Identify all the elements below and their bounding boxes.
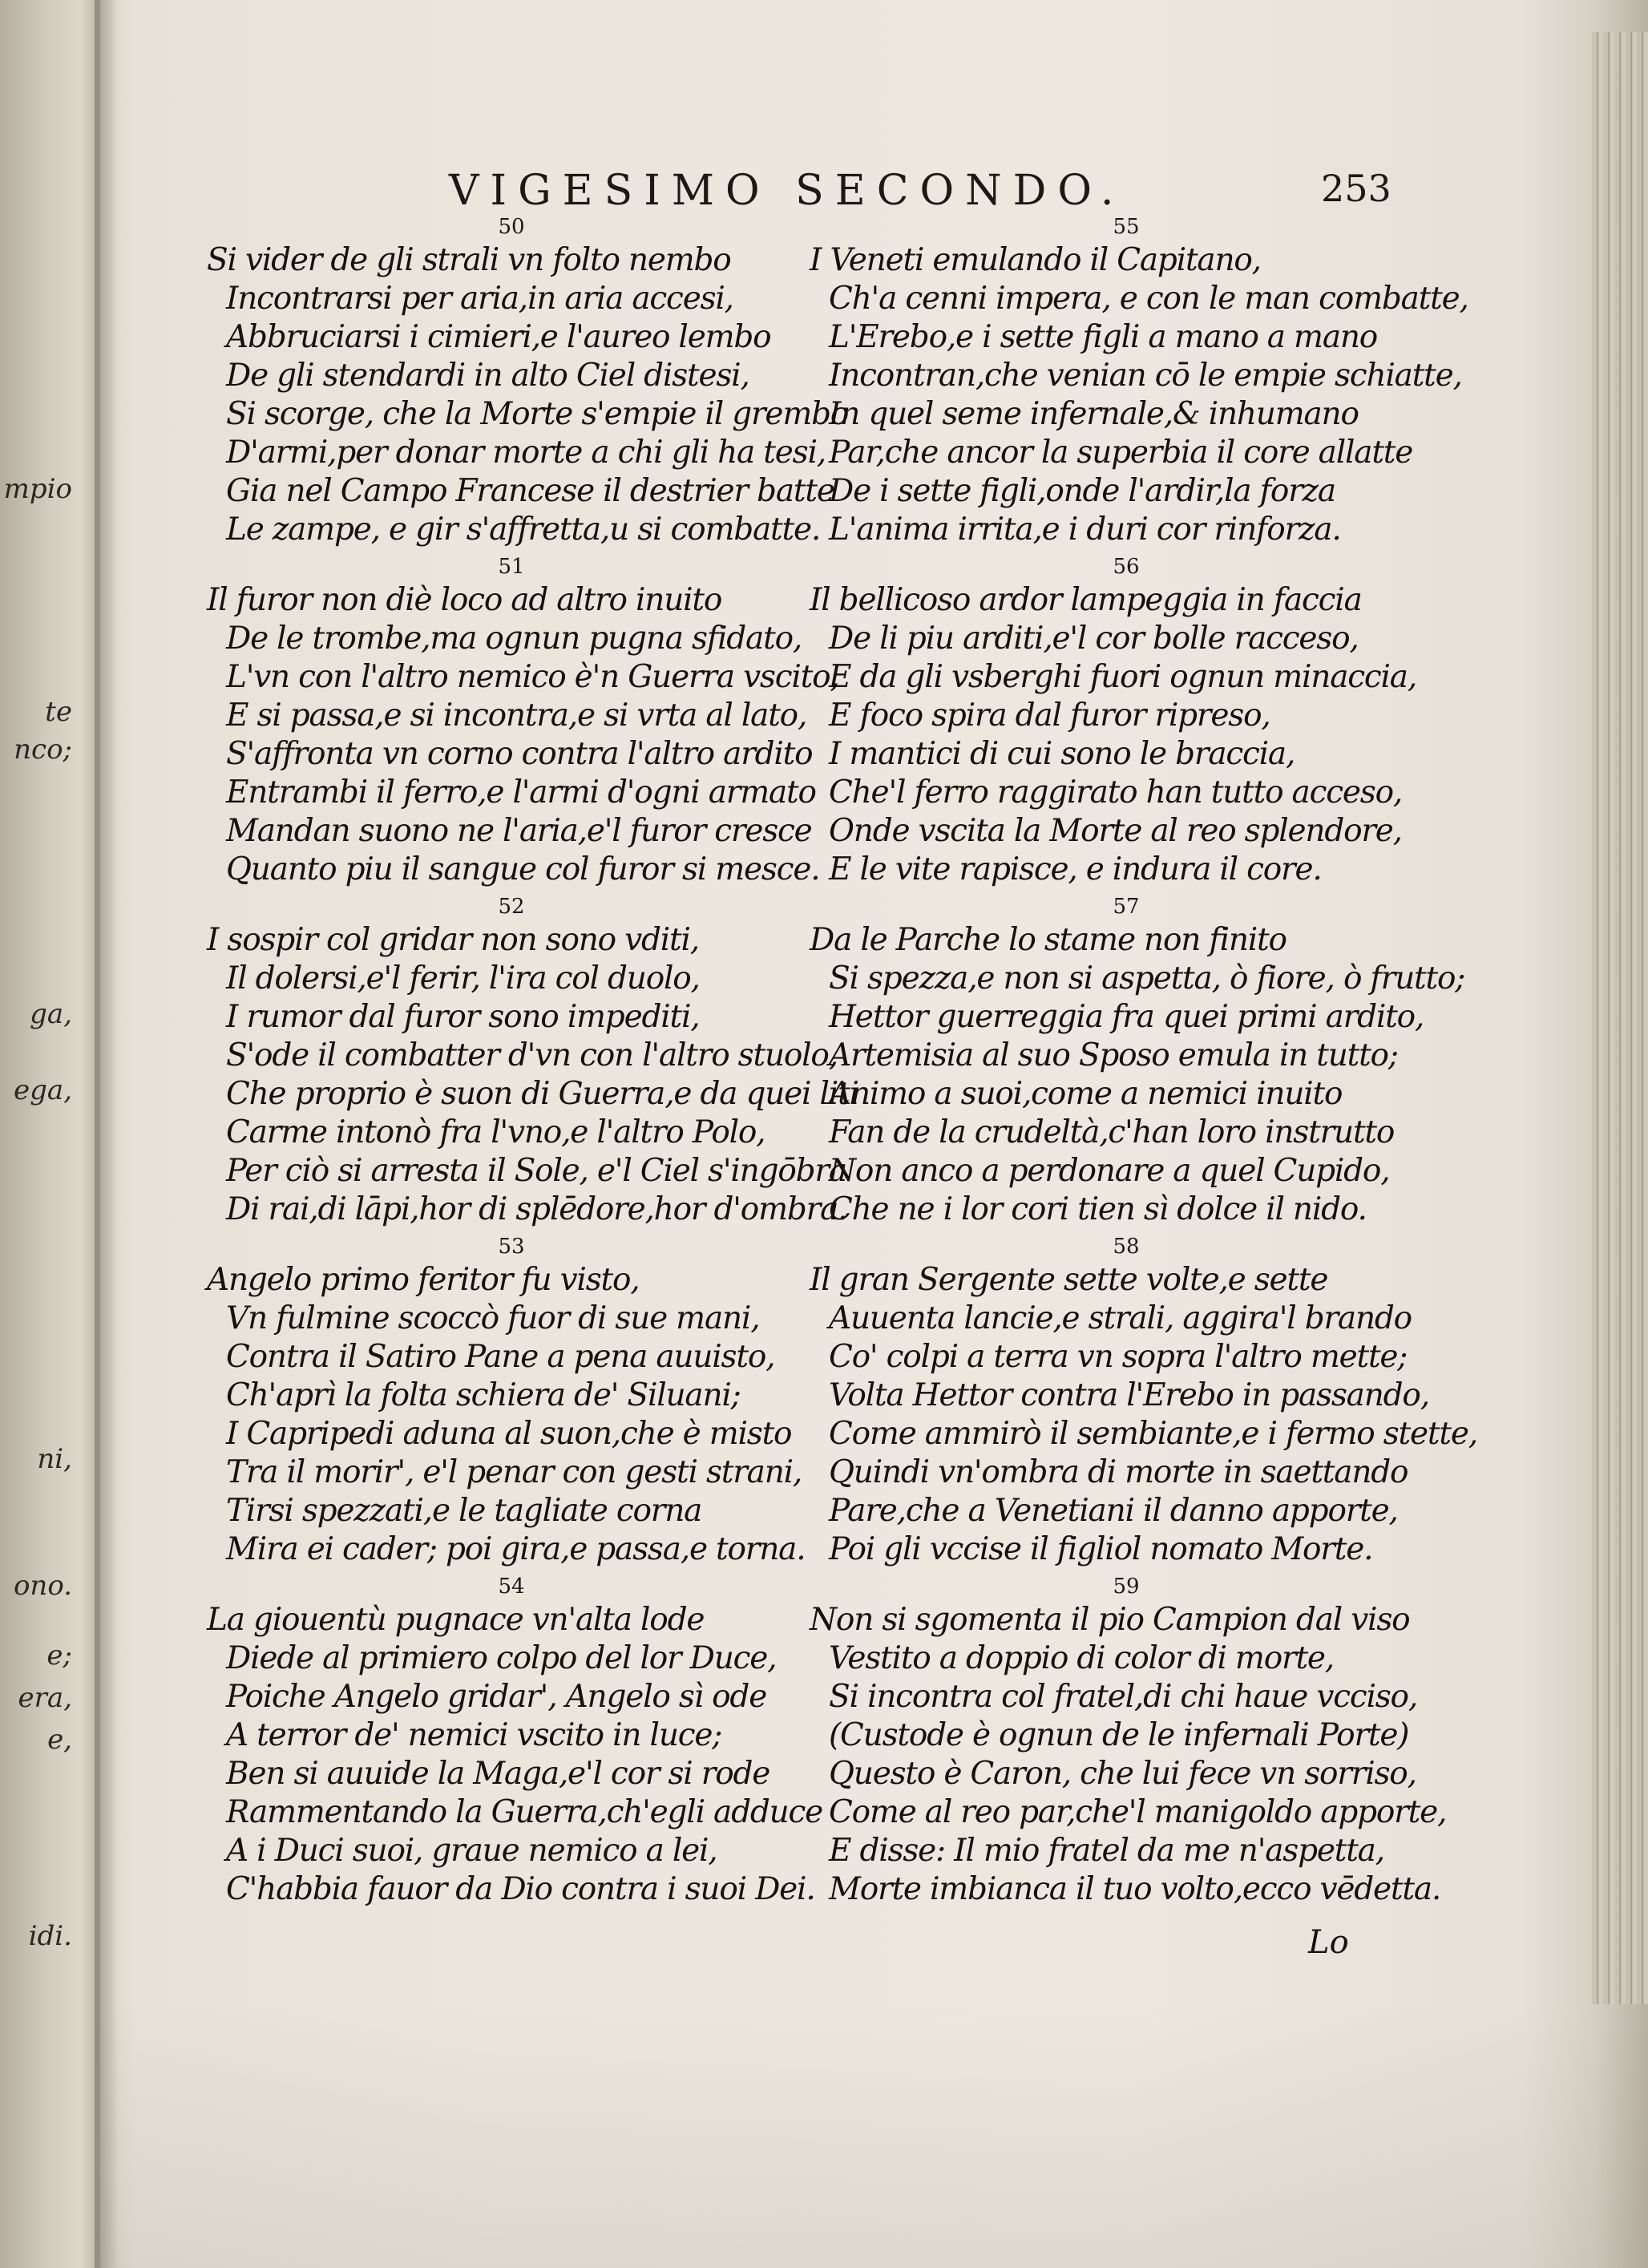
verse-line: Co' colpi a terra vn sopra l'altro mette; (829, 1339, 1408, 1375)
verse-line: Poi gli vccise il figliol nomato Morte. (829, 1531, 1373, 1567)
verse-line: Tra il morir', e'l penar con gesti strani, (226, 1454, 802, 1490)
verse-line: Onde vscita la Morte al reo splendore, (829, 813, 1402, 849)
page-stack-edges (1592, 32, 1648, 2004)
verse-line: L'anima irrita,e i duri cor rinforza. (829, 511, 1341, 548)
verse-line: Che proprio è suon di Guerra,e da quei liti (226, 1076, 858, 1112)
verse-line: L'Erebo,e i sette figli a mano a mano (829, 319, 1378, 355)
verse-line: I mantici di cui sono le braccia, (829, 736, 1295, 772)
verse-line: Ben si auuide la Maga,e'l cor si rode (226, 1756, 770, 1792)
stanza-number: 50 (498, 215, 525, 239)
verse-line: Quanto piu il sangue col furor si mesce. (226, 851, 820, 887)
verse-line: Par,che ancor la superbia il core allatte (829, 435, 1413, 471)
verse-line: Poiche Angelo gridar', Angelo sì ode (226, 1679, 767, 1715)
verse-line: E disse: Il mio fratel da me n'aspetta, (829, 1833, 1384, 1869)
page-shadow (100, 2003, 1648, 2268)
verse-line: Fan de la crudeltà,c'han loro instrutto (829, 1114, 1395, 1150)
verse-line: Il gran Sergente sette volte,e sette (810, 1262, 1328, 1298)
verse-line: A terror de' nemici vscito in luce; (226, 1717, 722, 1753)
left-page-fragment: ni, (37, 1443, 72, 1475)
verse-line: Vn fulmine scoccò fuor di sue mani, (226, 1300, 760, 1336)
verse-line: Morte imbianca il tuo volto,ecco vēdetta. (829, 1871, 1441, 1907)
verse-line: Di rai,di lāpi,hor di splēdore,hor d'ombra. (226, 1191, 847, 1227)
verse-line: Volta Hettor contra l'Erebo in passando, (829, 1377, 1429, 1413)
stanza-number: 58 (1113, 1235, 1140, 1259)
verse-line: I sospir col gridar non sono vditi, (207, 922, 699, 958)
verse-line: Ch'a cenni impera, e con le man combatte, (829, 281, 1468, 317)
verse-line: Il furor non diè loco ad altro inuito (207, 582, 722, 618)
left-page-fragment: nco; (14, 734, 72, 766)
verse-line: Si vider de gli strali vn folto nembo (207, 242, 731, 278)
verse-line: I Veneti emulando il Capitano, (810, 242, 1261, 278)
verse-line: Si spezza,e non si aspetta, ò fiore, ò frutto; (829, 960, 1465, 997)
stanza-number: 53 (498, 1235, 525, 1259)
verse-line: La giouentù pugnace vn'alta lode (207, 1602, 705, 1638)
verse-line: E si passa,e si incontra,e si vrta al lato, (226, 697, 807, 734)
verse-line: Si scorge, che la Morte s'empie il grembo (226, 396, 849, 432)
stanza-number: 51 (498, 555, 525, 579)
verse-line: D'armi,per donar morte a chi gli ha tesi, (226, 435, 826, 471)
verse-line: E le vite rapisce, e indura il core. (829, 851, 1322, 887)
verse-line: Mandan suono ne l'aria,e'l furor cresce (226, 813, 812, 849)
verse-line: De le trombe,ma ognun pugna sfidato, (226, 621, 802, 657)
stanza-number: 54 (498, 1575, 525, 1599)
verse-line: Vestito a doppio di color di morte, (829, 1640, 1334, 1676)
verse-line: Non anco a perdonare a quel Cupido, (829, 1153, 1390, 1189)
stanza-number: 52 (498, 895, 525, 919)
left-page-fragment: idi. (28, 1920, 72, 1952)
running-head: VIGESIMO SECONDO. (449, 167, 1125, 215)
verse-line: E foco spira dal furor ripreso, (829, 697, 1270, 734)
verse-line: (Custode è ognun de le infernali Porte) (829, 1717, 1409, 1753)
verse-line: S'ode il combatter d'vn con l'altro stuolo, (226, 1037, 838, 1073)
verse-line: Il dolersi,e'l ferir, l'ira col duolo, (226, 960, 700, 997)
left-page-fragment: ono. (13, 1570, 72, 1602)
verse-line: Contra il Satiro Pane a pena auuisto, (226, 1339, 775, 1375)
verse-line: Incontran,che venian cō le empie schiatte, (829, 358, 1462, 394)
verse-line: A i Duci suoi, graue nemico a lei, (226, 1833, 717, 1869)
verse-line: Da le Parche lo stame non finito (810, 922, 1286, 958)
verse-line: Rammentando la Guerra,ch'egli adduce (226, 1794, 823, 1830)
verse-line: Incontrarsi per aria,in aria accesi, (226, 281, 733, 317)
verse-line: Che'l ferro raggirato han tutto acceso, (829, 774, 1403, 811)
verse-line: Carme intonò fra l'vno,e l'altro Polo, (226, 1114, 765, 1150)
verse-line: L'vn con l'altro nemico è'n Guerra vscito, (226, 659, 839, 695)
verse-line: Diede al primiero colpo del lor Duce, (226, 1640, 777, 1676)
verse-line: Si incontra col fratel,di chi haue vcciso, (829, 1679, 1418, 1715)
stanza-number: 59 (1113, 1575, 1140, 1599)
verse-line: Come al reo par,che'l manigoldo apporte, (829, 1794, 1447, 1830)
verse-line: Ch'aprì la folta schiera de' Siluani; (226, 1377, 741, 1413)
stanza-number: 57 (1113, 895, 1140, 919)
verse-line: Il bellicoso ardor lampeggia in faccia (810, 582, 1362, 618)
left-page-fragment: e; (46, 1639, 72, 1672)
verse-line: I rumor dal furor sono impediti, (226, 999, 700, 1035)
verse-line: Mira ei cader; poi gira,e passa,e torna. (226, 1531, 806, 1567)
left-page-fragment: te (45, 696, 72, 728)
verse-line: De gli stendardi in alto Ciel distesi, (226, 358, 749, 394)
left-page-fragment: ega, (14, 1074, 72, 1106)
verse-line: Le zampe, e gir s'affretta,u si combatte. (226, 511, 821, 548)
verse-line: I Capripedi aduna al suon,che è misto (226, 1416, 792, 1452)
verse-line: Animo a suoi,come a nemici inuito (829, 1076, 1343, 1112)
book-gutter (95, 0, 119, 2268)
verse-line: Artemisia al suo Sposo emula in tutto; (829, 1037, 1398, 1073)
verse-line: Hettor guerreggia fra quei primi ardito, (829, 999, 1424, 1035)
stanza-number: 56 (1113, 555, 1140, 579)
verse-line: De li piu arditi,e'l cor bolle racceso, (829, 621, 1359, 657)
verse-line: E da gli vsberghi fuori ognun minaccia, (829, 659, 1417, 695)
left-page-fragment: era, (18, 1682, 72, 1714)
left-page-fragment: e, (47, 1724, 72, 1756)
left-page-fragment: ga, (30, 998, 72, 1030)
verse-line: De i sette figli,onde l'ardir,la forza (829, 473, 1335, 509)
verse-line: Questo è Caron, che lui fece vn sorriso, (829, 1756, 1416, 1792)
verse-line: Entrambi il ferro,e l'armi d'ogni armato (226, 774, 816, 811)
left-page-fragment: mpio (3, 473, 72, 505)
verse-line: Gia nel Campo Francese il destrier batte (226, 473, 834, 509)
verse-line: Per ciò si arresta il Sole, e'l Ciel s'ingōbra (226, 1153, 846, 1189)
verse-line: Tirsi spezzati,e le tagliate corna (226, 1493, 702, 1529)
verse-line: Non si sgomenta il pio Campion dal viso (810, 1602, 1410, 1638)
verse-line: Che ne i lor cori tien sì dolce il nido. (829, 1191, 1367, 1227)
verse-line: C'habbia fauor da Dio contra i suoi Dei. (226, 1871, 815, 1907)
verse-line: Abbruciarsi i cimieri,e l'aureo lembo (226, 319, 771, 355)
verse-line: Pare,che a Venetiani il danno apporte, (829, 1493, 1398, 1529)
verse-line: Angelo primo feritor fu visto, (207, 1262, 640, 1298)
verse-line: Auuenta lancie,e strali, aggira'l brando (829, 1300, 1412, 1336)
catchword: Lo (1308, 1924, 1349, 1961)
verse-line: In quel seme infernale,& inhumano (829, 396, 1359, 432)
stanza-number: 55 (1113, 215, 1140, 239)
verse-line: Quindi vn'ombra di morte in saettando (829, 1454, 1408, 1490)
verse-line: Come ammirò il sembiante,e i fermo stette, (829, 1416, 1477, 1452)
verse-line: S'affronta vn corno contra l'altro ardito (226, 736, 813, 772)
page-number: 253 (1321, 167, 1392, 210)
